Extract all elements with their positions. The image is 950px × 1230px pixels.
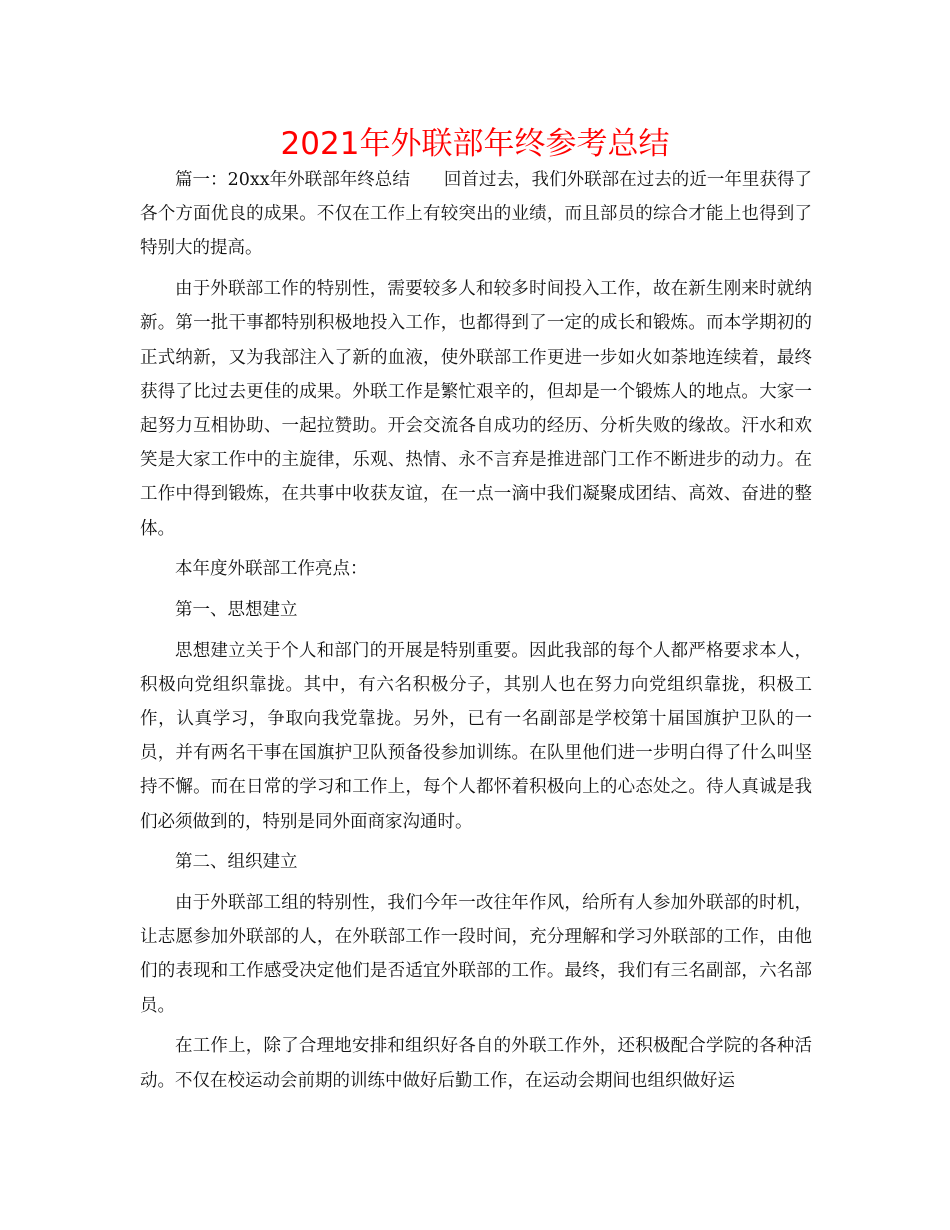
paragraph-2: 由于外联部工作的特别性，需要较多人和较多时间投入工作，故在新生刚来时就纳新。第一批干事都特别积极地投入工作，也都得到了一定的成长和锻炼。而本学期初的正式纳新，又为我部注入了新的血液，使外联部工作更进一步如火如荼地连续着，最终获得了比过去更佳的成果。外联工作是繁忙艰辛的，但却是一个锻炼人的地点。大家一起努力互相协助、一起拉赞助。开会交流各自成功的经历、分析失败的缘故。汗水和欢笑是大家工作中的主旋律，乐观、热情、永不言弃是推进部门工作不断进步的动力。在工作中得到锻炼，在共事中收获友谊，在一点一滴中我们凝聚成团结、高效、奋进的整体。 [140, 279, 812, 539]
paragraph-1-rest: 回首过去，我们外联部在过去的近一年里获得了各个方面优良的成果。不仅在工作上有较突出的业绩，而且部员的综合才能上也得到了特别大的提高。 [140, 170, 812, 259]
paragraph-work: 在工作上，除了合理地安排和组织好各自的外联工作外，还积极配合学院的各种活动。不仅在校运动会前期的训练中做好后勤工作，在运动会期间也组织做好运 [140, 1036, 812, 1091]
paragraph-ideology: 思想建立关于个人和部门的开展是特别重要。因此我部的每个人都严格要求本人，积极向党组织靠拢。其中，有六名积极分子，其别人也在努力向党组织靠拢，积极工作，认真学习，争取向我党靠拢。另外，已有一名副部是学校第十届国旗护卫队的一员，并有两名干事在国旗护卫队预备役参加训练。在队里他们进一步明白得了什么叫坚持不懈。而在日常的学习和工作上，每个人都怀着积极向上的心态处之。待人真诚是我们必须做到的，特别是同外面商家沟通时。 [140, 640, 812, 832]
paragraph-1-lead: 篇一：20xx年外联部年终总结 [175, 170, 410, 190]
paragraph-organization: 由于外联部工组的特别性，我们今年一改往年作风，给所有人参加外联部的时机，让志愿参加外联部的人，在外联部工作一段时间，充分理解和学习外联部的工作，由他们的表现和工作感受决定他们是否适宜外联部的工作。最终，我们有三名副部，六名部员。 [140, 893, 812, 1016]
paragraph-highlights-heading: 本年度外联部工作亮点： [175, 559, 368, 580]
section-heading-2: 第二、组织建立 [175, 852, 298, 873]
document-body [140, 163, 812, 1104]
section-heading-1: 第一、思想建立 [175, 599, 298, 620]
paragraph-1 [140, 163, 812, 266]
document-title: 2021年外联部年终参考总结 [280, 126, 670, 162]
